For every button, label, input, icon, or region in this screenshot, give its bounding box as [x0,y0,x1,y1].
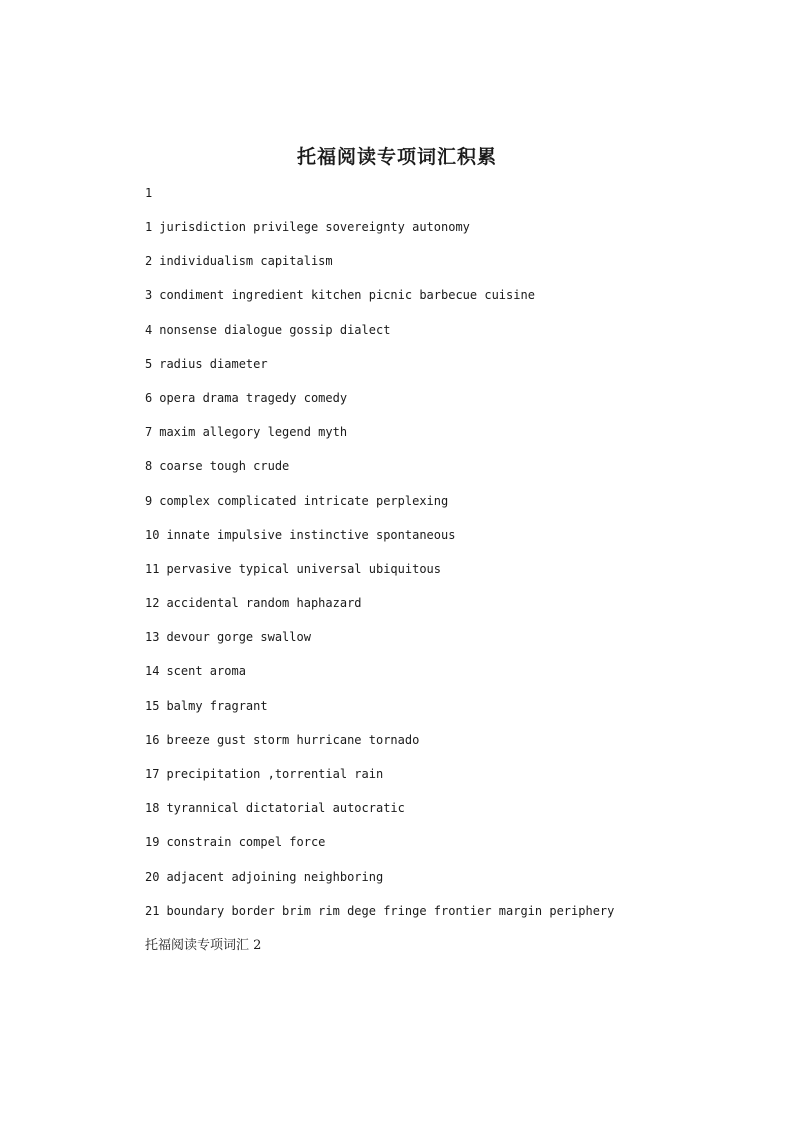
item-number: 13 [145,630,160,645]
item-words: precipitation ,torrential rain [166,767,384,781]
item-words: coarse tough crude [159,459,290,474]
item-number: 1 [145,220,153,234]
item-number: 15 [145,698,160,713]
list-item [145,833,614,867]
list-item [145,868,614,902]
item-number: 21 [145,903,160,918]
item-words: radius diameter [159,356,268,371]
list-item [145,697,614,731]
list-item [145,594,614,628]
list-item [145,628,614,662]
list-item [145,355,614,389]
page-title: 托福阅读专项词汇积累 [296,146,497,168]
list-item [145,286,614,320]
item-number: 2 [145,254,153,269]
list-item [145,389,614,423]
list-item [145,662,614,696]
item-words: pervasive typical universal ubiquitous [166,561,441,576]
item-number: 20 [145,869,160,884]
item-number: 11 [145,561,160,576]
item-number: 19 [145,835,160,850]
item-words: opera drama tragedy comedy [159,390,348,405]
list-item [145,492,614,526]
item-number: 9 [145,493,153,508]
list-item [145,799,614,833]
list-item [145,526,614,560]
item-words: innate impulsive instinctive spontaneous [166,527,456,542]
item-words: tyrannical dictatorial autocratic [166,801,405,816]
list-item [145,252,614,286]
item-words: adjacent adjoining neighboring [166,869,384,884]
item-words: maxim allegory legend myth [159,425,348,440]
list-item [145,423,614,457]
item-words: complex complicated intricate perplexing [159,493,449,508]
item-words: balmy fragrant [166,698,268,713]
list-item [145,560,614,594]
item-words: breeze gust storm hurricane tornado [166,732,420,747]
item-number: 7 [145,425,153,440]
item-words: scent aroma [166,664,246,679]
item-number: 18 [145,801,160,816]
item-number: 3 [145,288,153,303]
list-item [145,731,614,765]
item-number: 12 [145,596,160,611]
item-words: constrain compel force [166,835,326,850]
item-number: 4 [145,322,153,337]
item-words: devour gorge swallow [166,630,311,645]
section-number: 1 [145,186,153,200]
list-item [145,457,614,491]
next-section-heading: 托福阅读专项词汇 2 [145,938,262,953]
list-item [145,765,614,799]
item-number: 8 [145,459,153,474]
item-words: jurisdiction privilege sovereignty autonomy [159,220,470,234]
item-number: 6 [145,390,153,405]
item-words: condiment ingredient kitchen picnic barbecue cuisine [159,288,535,303]
item-number: 14 [145,664,160,679]
item-number: 5 [145,356,153,371]
list-item [145,218,614,252]
item-words: nonsense dialogue gossip dialect [159,322,391,337]
item-words: individualism capitalism [159,254,333,269]
vocabulary-list [145,218,614,936]
item-number: 16 [145,732,160,747]
item-number: 10 [145,527,160,542]
list-item [145,321,614,355]
list-item [145,902,614,936]
item-number: 17 [145,767,160,781]
item-words: boundary border brim rim dege fringe frontier margin periphery [166,903,615,918]
item-words: accidental random haphazard [166,596,362,611]
